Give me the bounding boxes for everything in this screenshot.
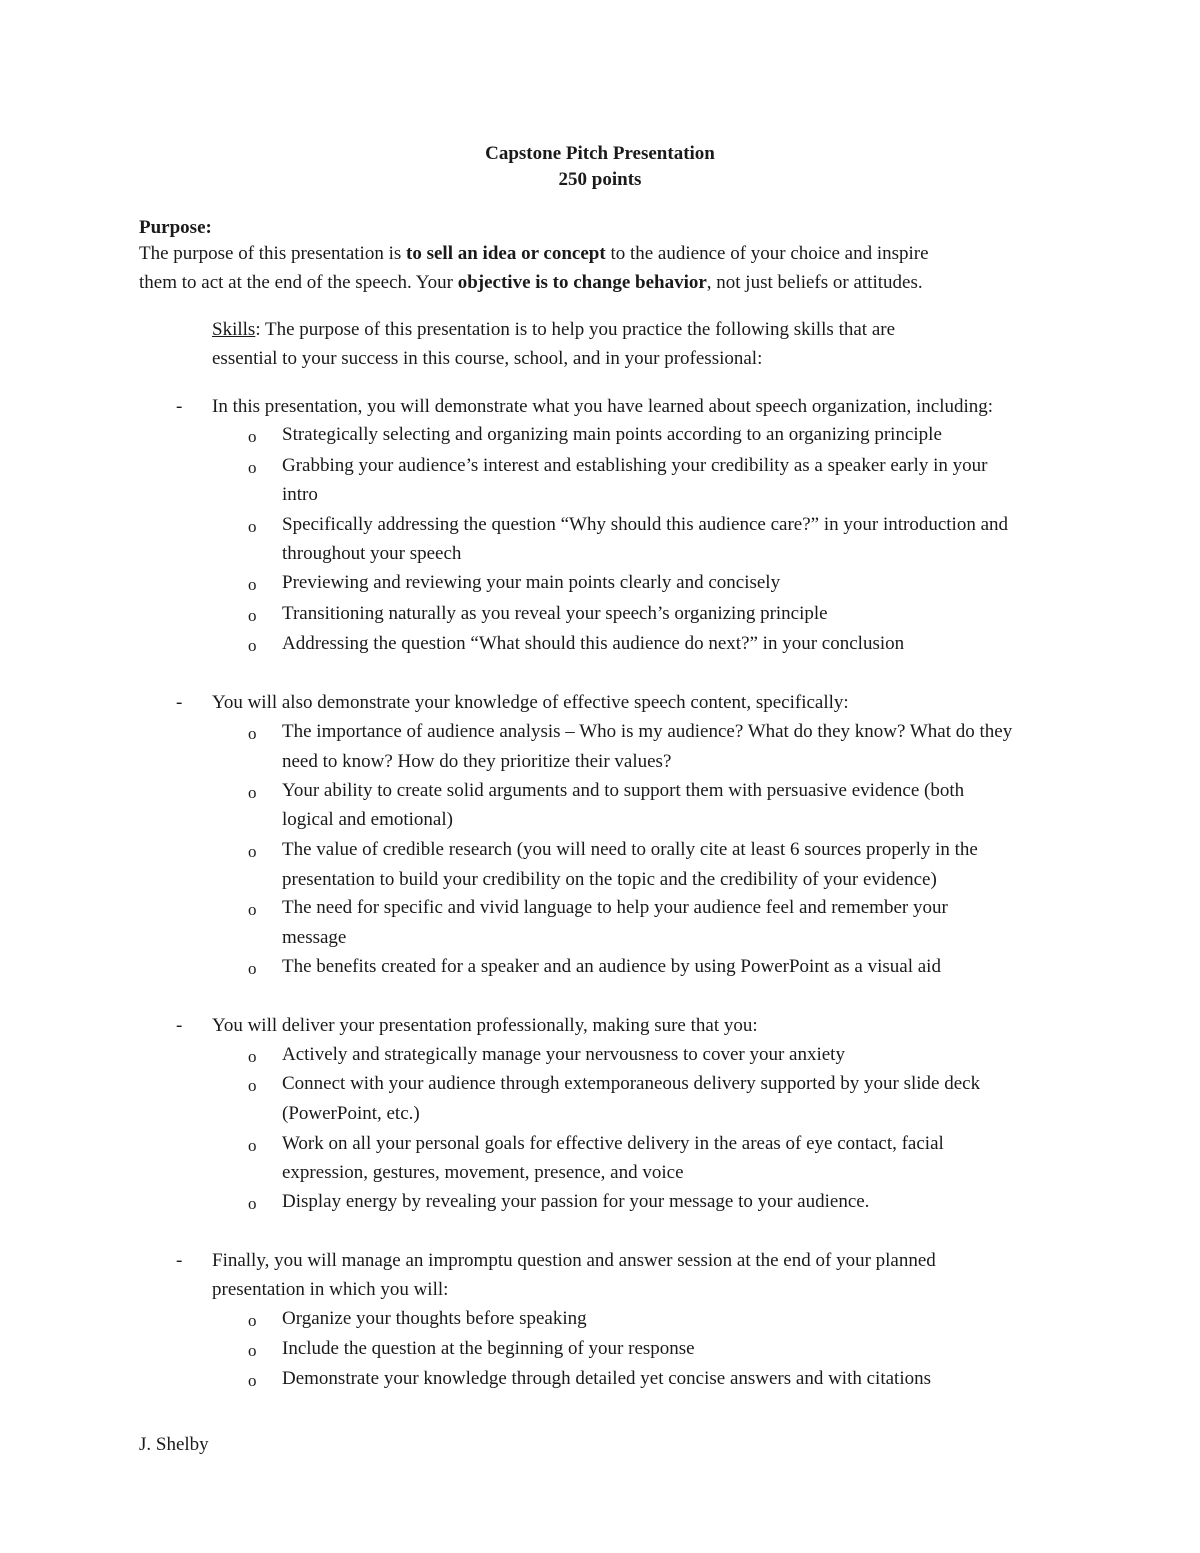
- list-item: Organize your thoughts before speaking: [282, 1308, 587, 1329]
- skills-line-2: essential to your success in this course, school, and in your professional:: [212, 348, 763, 369]
- circle-bullet: o: [248, 636, 257, 655]
- list-item-continuation: presentation to build your credibility on the topic and the credibility of your evidence): [282, 869, 937, 890]
- circle-bullet: o: [248, 1047, 257, 1066]
- list-item: Your ability to create solid arguments and to support them with persuasive evidence (both: [282, 780, 965, 801]
- list-item-continuation: intro: [282, 484, 318, 505]
- circle-bullet: o: [248, 1194, 257, 1213]
- list-item: Demonstrate your knowledge through detailed yet concise answers and with citations: [282, 1368, 931, 1389]
- circle-bullet: o: [248, 427, 257, 446]
- dash-bullet: -: [176, 692, 183, 713]
- circle-bullet: o: [248, 1371, 257, 1390]
- document-points: 250 points: [558, 169, 642, 190]
- circle-bullet: o: [248, 724, 257, 743]
- list-item: Actively and strategically manage your nervousness to cover your anxiety: [282, 1044, 845, 1065]
- purpose-line-2: them to act at the end of the speech. Your objective is to change behavior, not just beliefs or attitudes.: [139, 272, 923, 293]
- list-item-continuation: (PowerPoint, etc.): [282, 1103, 420, 1124]
- section-lead: You will also demonstrate your knowledge of effective speech content, specifically:: [212, 692, 849, 713]
- list-item-continuation: logical and emotional): [282, 809, 453, 830]
- list-item: Previewing and reviewing your main points clearly and concisely: [282, 572, 781, 593]
- list-item-continuation: throughout your speech: [282, 543, 462, 564]
- purpose-line-1: The purpose of this presentation is to sell an idea or concept to the audience of your choice and inspire: [139, 243, 929, 264]
- list-item: Grabbing your audience’s interest and establishing your credibility as a speaker early in your: [282, 455, 988, 476]
- section-lead-continuation: presentation in which you will:: [212, 1279, 449, 1300]
- circle-bullet: o: [248, 575, 257, 594]
- circle-bullet: o: [248, 783, 257, 802]
- list-item: Work on all your personal goals for effective delivery in the areas of eye contact, facial: [282, 1133, 944, 1154]
- list-item-continuation: message: [282, 927, 347, 948]
- purpose-heading: Purpose:: [139, 217, 212, 238]
- section-lead: In this presentation, you will demonstrate what you have learned about speech organization, including:: [212, 396, 994, 417]
- circle-bullet: o: [248, 1076, 257, 1095]
- list-item: Strategically selecting and organizing main points according to an organizing principle: [282, 424, 942, 445]
- skills-label: Skills: [212, 319, 256, 340]
- list-item: Connect with your audience through extemporaneous delivery supported by your slide deck: [282, 1073, 981, 1094]
- footer-author: J. Shelby: [139, 1434, 209, 1455]
- list-item: The need for specific and vivid language to help your audience feel and remember your: [282, 897, 948, 918]
- dash-bullet: -: [176, 1015, 183, 1036]
- circle-bullet: o: [248, 517, 257, 536]
- circle-bullet: o: [248, 959, 257, 978]
- section-lead: Finally, you will manage an impromptu question and answer session at the end of your planned: [212, 1250, 936, 1271]
- list-item-continuation: expression, gestures, movement, presence, and voice: [282, 1162, 684, 1183]
- list-item: Include the question at the beginning of your response: [282, 1338, 695, 1359]
- list-item: Transitioning naturally as you reveal your speech’s organizing principle: [282, 603, 828, 624]
- list-item: Specifically addressing the question “Why should this audience care?” in your introduction and: [282, 514, 1009, 535]
- list-item: Addressing the question “What should this audience do next?” in your conclusion: [282, 633, 905, 654]
- circle-bullet: o: [248, 900, 257, 919]
- list-item-continuation: need to know? How do they prioritize their values?: [282, 751, 672, 772]
- dash-bullet: -: [176, 396, 183, 417]
- dash-bullet: -: [176, 1250, 183, 1271]
- list-item: The value of credible research (you will need to orally cite at least 6 sources properly in the: [282, 839, 978, 860]
- skills-line-1: Skills: The purpose of this presentation is to help you practice the following skills that are: [212, 319, 896, 340]
- circle-bullet: o: [248, 606, 257, 625]
- circle-bullet: o: [248, 458, 257, 477]
- document-title: Capstone Pitch Presentation: [485, 143, 715, 164]
- section-lead: You will deliver your presentation professionally, making sure that you:: [212, 1015, 758, 1036]
- circle-bullet: o: [248, 1341, 257, 1360]
- circle-bullet: o: [248, 842, 257, 861]
- list-item: Display energy by revealing your passion for your message to your audience.: [282, 1191, 870, 1212]
- circle-bullet: o: [248, 1311, 257, 1330]
- circle-bullet: o: [248, 1136, 257, 1155]
- list-item: The benefits created for a speaker and an audience by using PowerPoint as a visual aid: [282, 956, 941, 977]
- list-item: The importance of audience analysis – Who is my audience? What do they know? What do they: [282, 721, 1013, 742]
